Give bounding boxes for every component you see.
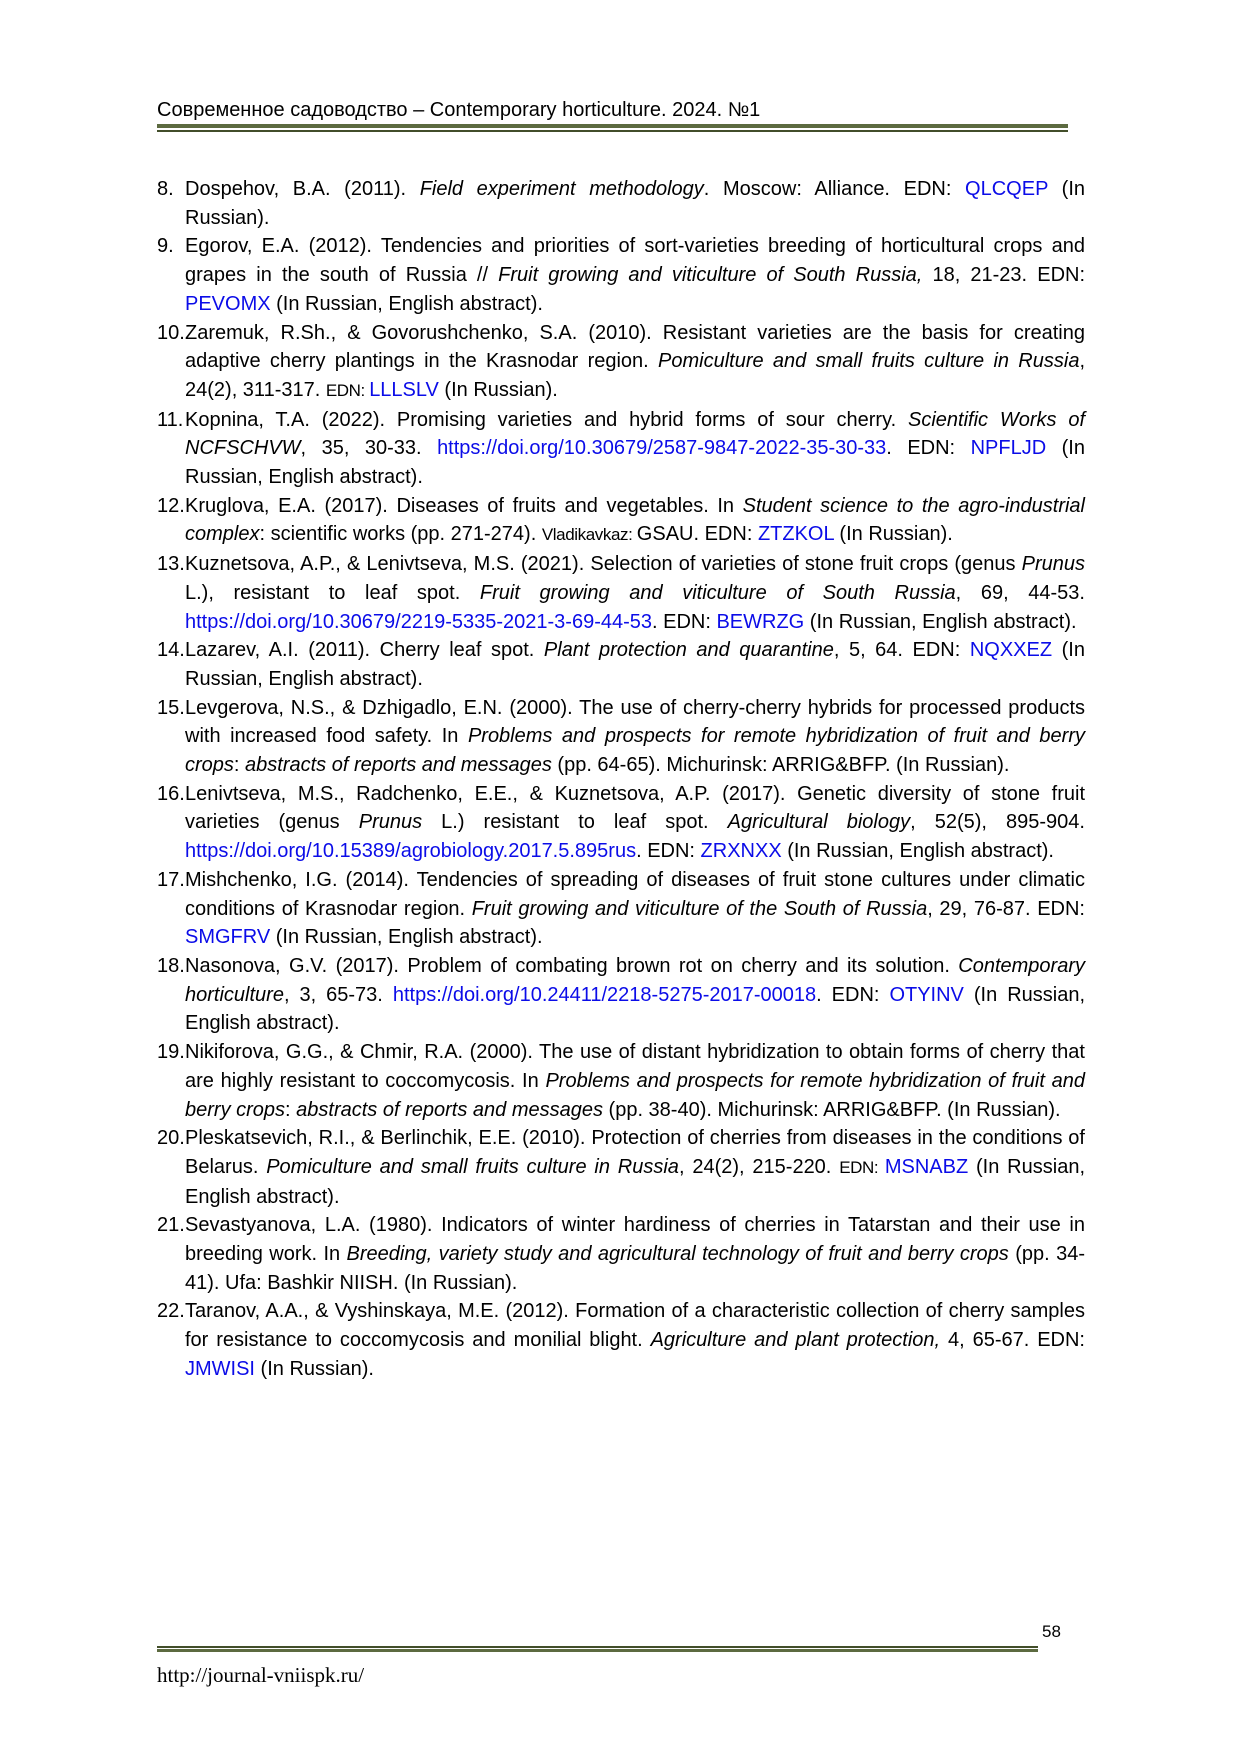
reference-text: (In Russian). — [438, 378, 558, 401]
reference-item — [157, 866, 1085, 952]
reference-number: 17. — [157, 868, 185, 891]
reference-text: 18, 21-23. EDN: — [922, 264, 1086, 287]
reference-item — [157, 1124, 1085, 1211]
reference-link[interactable]: https://doi.org/10.30679/2219-5335-2021-3-69-44-53 — [185, 610, 653, 633]
reference-number: 12. — [157, 494, 185, 517]
reference-text: . EDN: — [886, 437, 971, 460]
reference-number: 20. — [157, 1127, 185, 1150]
reference-text: Problems and prospects for remote hybridization of fruit and berry crops — [185, 725, 1086, 777]
reference-text: Lazarev, A.I. (2011). Cherry leaf spot. — [185, 639, 544, 662]
reference-text: Breeding, variety study and agricultural technology of fruit and berry crops — [346, 1243, 1009, 1266]
reference-text: Student science to the agro-industrial complex — [185, 494, 1085, 546]
header-rule-thin-line — [157, 130, 1068, 132]
references-list — [157, 175, 1085, 1384]
reference-text: Nasonova, G.V. (2017). Problem of combating brown rot on cherry and its solution. — [185, 954, 959, 977]
reference-link[interactable]: MSNABZ — [884, 1155, 969, 1178]
reference-text: . EDN: — [652, 610, 717, 633]
reference-item — [157, 319, 1085, 406]
reference-text: Zaremuk, R.Sh., & Govorushchenko, S.A. (2010). Resistant varieties are the basis for creating adaptive cherry plantings in the Krasnodar region. — [185, 321, 1085, 373]
reference-text: GSAU. EDN: — [636, 523, 758, 546]
reference-text: Taranov, A.A., & Vyshinskaya, M.E. (2012). Formation of a characteristic collection of cherry samples for resistance to coccomycosis and monilial blight. — [185, 1300, 1085, 1352]
reference-text: Kruglova, E.A. (2017). Diseases of fruits and vegetables. In — [185, 494, 743, 517]
page-number: 58 — [1042, 1622, 1061, 1641]
reference-text: (pp. 38-40). Michurinsk: ARRIG&BFP. (In Russian). — [602, 1098, 1061, 1121]
reference-text: 4, 65-67. EDN: — [940, 1329, 1085, 1352]
reference-text: Pomiculture and small fruits culture in Russia — [266, 1155, 679, 1178]
reference-text: Agricultural biology — [727, 811, 911, 834]
reference-text: (In Russian, English abstract). — [185, 639, 1085, 690]
reference-text: , 5, 64. EDN: — [833, 639, 970, 662]
reference-link[interactable]: NPFLJD — [970, 437, 1047, 460]
reference-text: Nikiforova, G.G., & Chmir, R.A. (2000). The use of distant hybridization to obtain forms of cherry that are highly resistant to coccomycosis. In — [185, 1041, 1085, 1092]
running-head: Современное садоводство – Contemporary horticulture. 2024. №1 — [157, 99, 761, 121]
reference-text: , 35, 30-33. — [300, 437, 438, 460]
reference-text: (In Russian, English abstract). — [185, 437, 1085, 489]
reference-text: Agriculture and plant protection, — [650, 1329, 941, 1352]
reference-text: Problems and prospects for remote hybridization of fruit and berry crops — [185, 1069, 1086, 1121]
reference-text: (In Russian, English abstract). — [781, 840, 1054, 863]
reference-text: : — [285, 1098, 297, 1121]
reference-text: Dospehov, B.A. (2011). — [185, 178, 420, 200]
reference-link[interactable]: SMGFRV — [185, 926, 271, 949]
reference-item — [157, 952, 1085, 1038]
reference-number: 9. — [157, 235, 174, 258]
reference-number: 11. — [157, 408, 184, 431]
reference-text: (In Russian, English abstract). — [185, 1155, 1085, 1208]
reference-link[interactable]: https://doi.org/10.30679/2587-9847-2022-35-30-33 — [437, 437, 887, 460]
header-rule — [157, 124, 1068, 132]
reference-text: , 24(2), 215-220. — [678, 1155, 840, 1178]
reference-text: (pp. 64-65). Michurinsk: ARRIG&BFP. (In Russian). — [551, 754, 1010, 777]
reference-link[interactable]: OTYINV — [889, 983, 964, 1006]
reference-link[interactable]: LLLSLV — [369, 378, 439, 401]
reference-link[interactable]: ZRXNXX — [700, 840, 782, 863]
reference-text: Levgerova, N.S., & Dzhigadlo, E.N. (2000). The use of cherry-cherry hybrids for processed products with increased food safety. In — [185, 696, 1085, 748]
reference-text: Fruit growing and viticulture of the South of Russia — [471, 897, 928, 920]
reference-item — [157, 550, 1085, 636]
reference-item — [157, 1297, 1085, 1383]
reference-text: , 3, 65-73. — [283, 983, 393, 1006]
reference-item — [157, 636, 1085, 693]
reference-link[interactable]: https://doi.org/10.24411/2218-5275-2017-00018 — [392, 983, 817, 1006]
reference-number: 13. — [157, 553, 185, 576]
reference-item — [157, 694, 1085, 780]
reference-number: 16. — [157, 782, 185, 805]
reference-text: Prunus — [1021, 553, 1085, 576]
reference-number: 19. — [157, 1041, 185, 1064]
reference-item — [157, 175, 1085, 232]
reference-text: Lenivtseva, M.S., Radchenko, E.E., & Kuznetsova, A.P. (2017). Genetic diversity of stone fruit varieties (genus — [185, 782, 1085, 834]
reference-link[interactable]: ZTZKOL — [757, 523, 834, 546]
reference-text: . Moscow: Alliance. EDN: — [703, 178, 966, 200]
reference-text: (pp. 34-41). Ufa: Bashkir NIISH. (In Russian). — [185, 1243, 1085, 1294]
reference-item — [157, 1038, 1085, 1124]
reference-text: (In Russian, English abstract). — [804, 610, 1077, 633]
footer-rule — [157, 1646, 1038, 1652]
reference-text: . EDN: — [816, 983, 890, 1006]
footer-site-url[interactable]: http://journal-vniispk.ru/ — [157, 1663, 365, 1687]
reference-link[interactable]: BEWRZG — [716, 610, 805, 633]
reference-link[interactable]: https://doi.org/10.15389/agrobiology.2017.5.895rus — [185, 840, 637, 863]
reference-text: , 24(2), 311-317. — [185, 350, 1085, 401]
reference-number: 21. — [157, 1214, 185, 1237]
reference-text: Mishchenko, I.G. (2014). Tendencies of spreading of diseases of fruit stone cultures under climatic conditions of Krasnodar region. — [185, 868, 1085, 920]
reference-number: 8. — [157, 178, 174, 200]
reference-text: . EDN: — [636, 840, 701, 863]
reference-text: Fruit growing and viticulture of South Russia, — [498, 264, 923, 287]
reference-text: : scientific works (pp. 271-274). — [259, 523, 542, 546]
reference-text: Pomiculture and small fruits culture in Russia — [658, 350, 1080, 373]
reference-item — [157, 406, 1085, 492]
reference-text: Vladikavkaz: — [541, 525, 637, 545]
reference-text: L.), resistant to leaf spot. — [185, 581, 480, 604]
reference-number: 14. — [157, 639, 185, 662]
reference-text: (In Russian, English abstract). — [270, 292, 543, 315]
reference-text: (In Russian, English abstract). — [185, 983, 1085, 1035]
reference-text: Contemporary horticulture — [185, 954, 1085, 1006]
reference-text: Kopnina, T.A. (2022). Promising varieties and hybrid forms of sour cherry. — [185, 408, 908, 431]
reference-link[interactable]: QLCQEP — [965, 178, 1049, 200]
reference-text: abstracts of reports and messages — [296, 1098, 603, 1121]
reference-text: EDN: — [325, 380, 370, 400]
reference-text: (In Russian, English abstract). — [270, 926, 543, 949]
reference-text: Sevastyanova, L.A. (1980). Indicators of winter hardiness of cherries in Tatarstan and their use in breeding work. In — [185, 1214, 1085, 1266]
reference-text: , 69, 44-53. — [955, 581, 1085, 604]
reference-link[interactable]: JMWISI — [185, 1357, 255, 1380]
reference-number: 15. — [157, 696, 185, 719]
reference-text: L.) resistant to leaf spot. — [422, 811, 728, 834]
reference-item — [157, 1211, 1085, 1297]
reference-text: EDN: — [839, 1157, 885, 1177]
reference-number: 22. — [157, 1300, 185, 1323]
reference-link[interactable]: PEVOMX — [185, 292, 271, 315]
reference-text: Egorov, E.A. (2012). Tendencies and priorities of sort-varieties breeding of horticultural crops and grapes in the south of Russia // — [185, 235, 1085, 287]
reference-text: Fruit growing and viticulture of South Russia — [479, 581, 956, 604]
reference-number: 10. — [157, 321, 185, 344]
reference-text: , 52(5), 895-904. — [910, 811, 1085, 834]
reference-item — [157, 492, 1085, 550]
reference-text: Prunus — [358, 811, 423, 834]
reference-text: (In Russian). — [185, 178, 1086, 229]
reference-text: (In Russian). — [255, 1357, 374, 1380]
reference-item — [157, 780, 1085, 866]
footer-rule-thick-line — [157, 1649, 1038, 1652]
reference-number: 18. — [157, 954, 185, 977]
reference-text: , 29, 76-87. EDN: — [927, 897, 1085, 920]
reference-text: Pleskatsevich, R.I., & Berlinchik, E.E. (2010). Protection of cherries from diseases in the conditions of Belarus. — [185, 1127, 1085, 1178]
reference-item — [157, 232, 1085, 318]
reference-text: : — [233, 754, 246, 777]
reference-text: abstracts of reports and messages — [245, 754, 552, 777]
reference-text: Kuznetsova, A.P., & Lenivtseva, M.S. (2021). Selection of varieties of stone fruit crops (genus — [185, 553, 1022, 576]
reference-text: Field experiment methodology — [419, 178, 704, 200]
reference-text: Scientific Works of NCFSCHVW — [185, 408, 1086, 460]
reference-text: Plant protection and quarantine — [543, 639, 834, 662]
reference-link[interactable]: NQXXEZ — [969, 639, 1053, 662]
reference-text: (In Russian). — [833, 523, 953, 546]
